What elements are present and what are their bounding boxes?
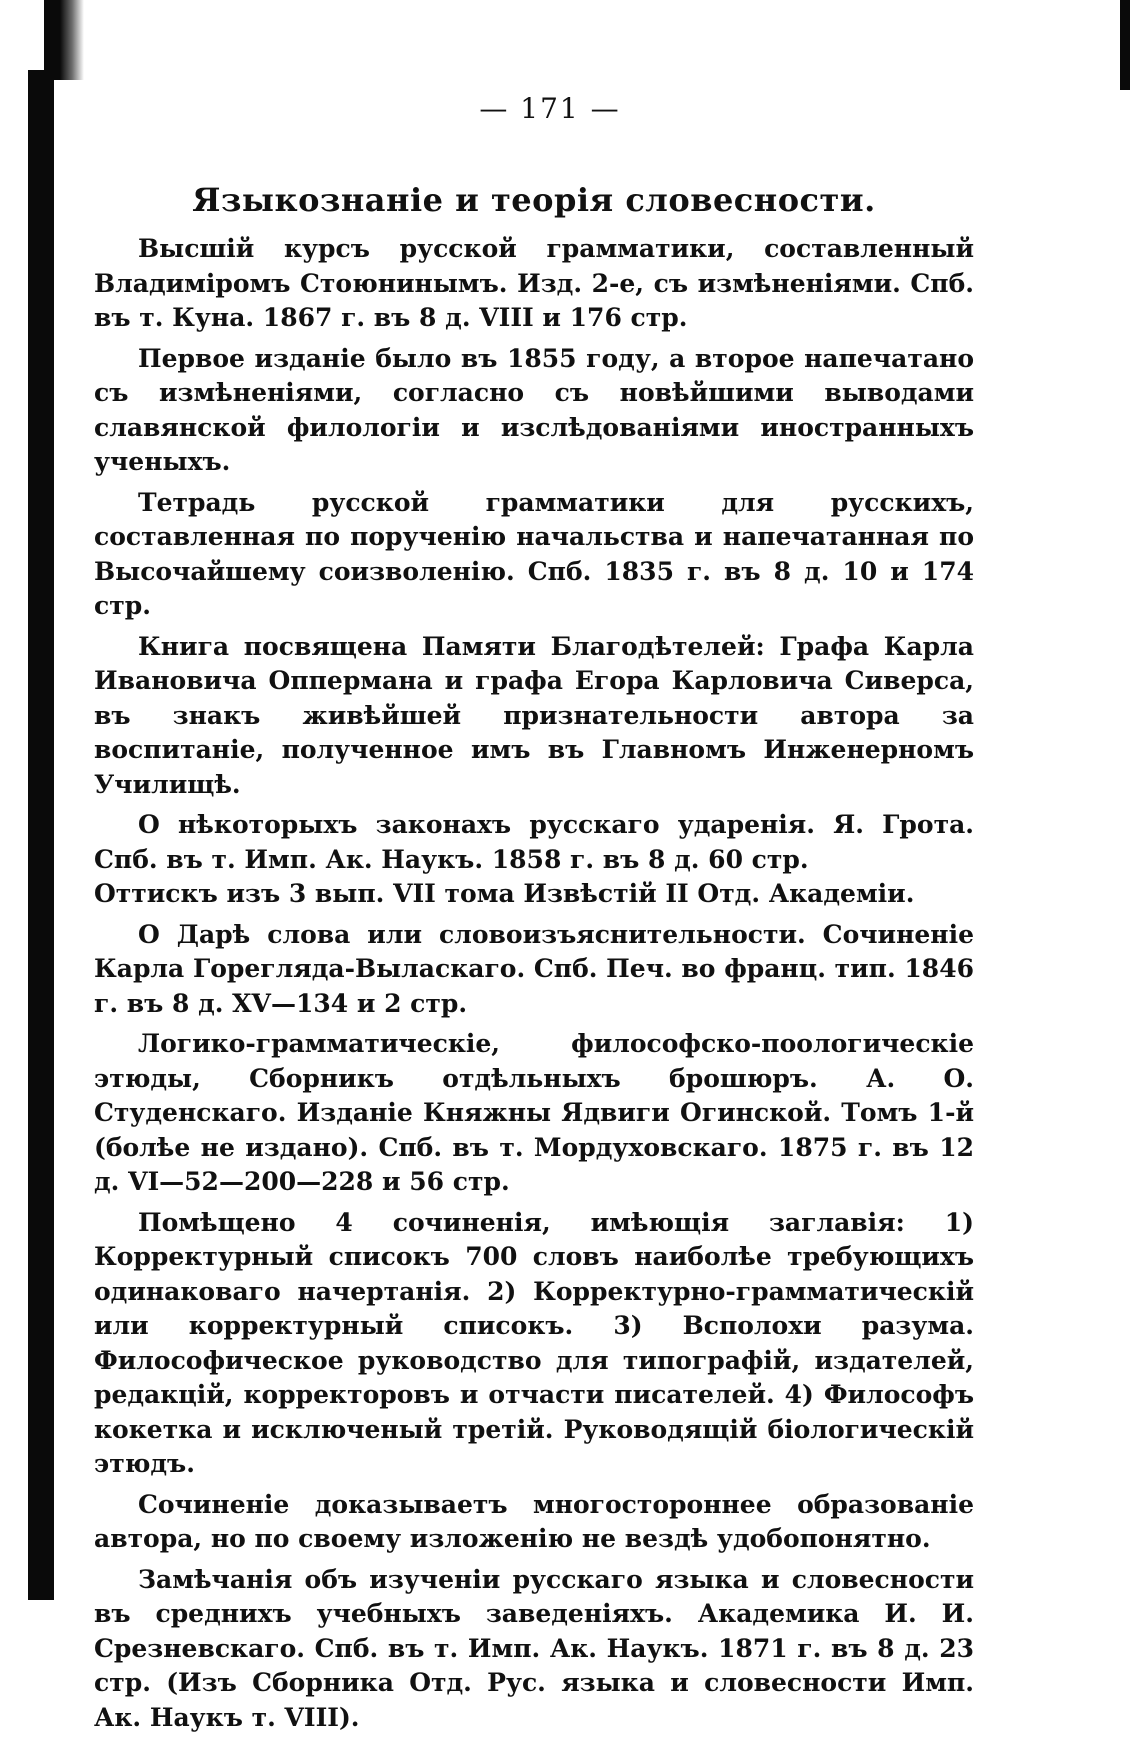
entry-text: Помѣщено 4 сочиненія, имѣющія заглавія: 1) Корректурный списокъ 700 словъ наиболѣе требующихъ одинаковаго начертанія. 2) Корректурно-грамматическій или корректурный списокъ. 3) Всполохи разума. Философическое руководство для типографій, издателей, редакцій, корректоровъ и отчасти писателей. 4) Философъ кокетка и исключеный третій. Руководящій біологическій этюдъ. [94,1207,974,1478]
page-number: — 171 — [479,92,621,125]
entry-lead: Логико-грамматическіе, [138,1029,500,1058]
entry-text: слова или словоизъяснительности. Сочиненіе Карла Горегляда-Выласкаго. Спб. Печ. во франц. тип. 1846 г. въ 8 д. XV—134 и 2 стр. [94,919,974,1018]
scan-right-edge [1120,0,1130,90]
entry-text: объ изученіи русскаго языка и словесности въ среднихъ учебныхъ заведеніяхъ. Академика И. И. Срезневскаго. Спб. въ т. Имп. Ак. Наукъ. 1871 г. въ 8 д. 23 стр. (Изъ Сборника Отд. Рус. языка и словесности Имп. Ак. Наукъ т. VIII). [94,1564,974,1732]
section-title: Языкознаніе и теорія словесности. [192,181,876,219]
entry-lead: Замѣчанія [138,1564,293,1594]
entry-text: Оттискъ изъ 3 вып. VII тома Извѣстій II Отд. Академіи. [94,879,915,908]
scan-binding-edge [28,70,54,1600]
entry-1-note [94,342,974,480]
entry-2 [94,486,974,624]
entry-5 [94,1027,974,1200]
entry-text: законахъ русскаго ударенія. Я. Грота. Спб. въ т. Имп. Ак. Наукъ. 1858 г. въ 8 д. 60 стр. [94,810,974,874]
entry-1 [94,232,974,336]
scan-binding-shadow-top [44,0,84,80]
entry-6 [94,1563,974,1736]
entry-text: Книга посвящена Памяти Благодѣтелей: Графа Карла Ивановича Оппермана и графа Егора Карловича Сиверса, въ знакъ живѣйшей признательности автора за воспитаніе, полученное имъ въ Главномъ Инженерномъ Училищѣ. [94,631,974,799]
entry-text: русской грамматики для русскихъ, составленная по порученію начальства и напечатанная по Высочайшему соизволенію. Спб. 1835 г. въ 8 д. 10 и 174 стр. [94,487,974,620]
entry-text: курсъ русской грамматики, составленный Владиміромъ Стоюнинымъ. Изд. 2-е, съ измѣненіями. Спб. въ т. Куна. 1867 г. въ 8 д. VIII и 176 стр. [94,234,974,332]
entry-text: Первое изданіе было въ 1855 году, а второе напечатано съ измѣненіями, согласно съ новѣйшими выводами славянской филологіи и изслѣдованіями иностранныхъ ученыхъ. [94,343,974,476]
entry-2-note [94,630,974,803]
entry-text: Сочиненіе доказываетъ многостороннее образованіе автора, но по своему изложенію не вездѣ удобопонятно. [94,1489,974,1553]
entry-5-note [94,1206,974,1482]
entry-4 [94,918,974,1022]
entry-3 [94,808,974,877]
entry-lead: Высшій [138,234,255,263]
entry-5-review [94,1488,974,1557]
entry-3-note [94,877,974,912]
entry-lead: О Дарѣ [138,919,251,949]
entry-lead: О нѣкоторыхъ [138,810,358,839]
entry-lead: Тетрадь [138,487,256,517]
page-body [94,180,974,1741]
entry-text: философско-поологическіе этюды, Сборникъ отдѣльныхъ брошюръ. А. О. Студенскаго. Изданіе Княжны Ядвиги Огинской. Томъ 1-й (болѣе не издано). Спб. въ т. Мордуховскаго. 1875 г. въ 12 д. VI—52—200—228 и 56 стр. [94,1029,974,1196]
